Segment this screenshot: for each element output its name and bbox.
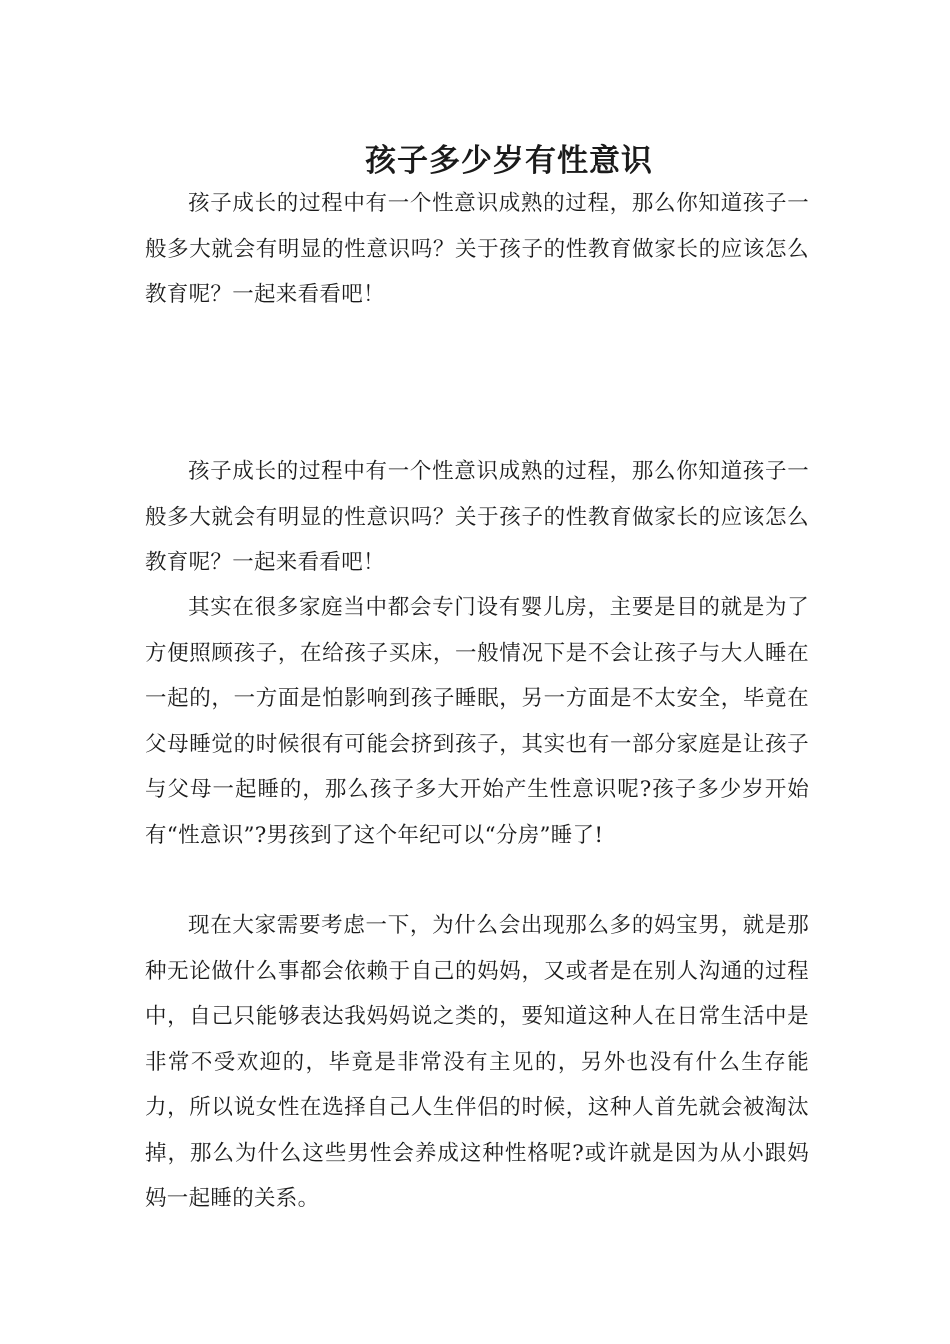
document-title: 孩子多少岁有性意识 bbox=[365, 142, 653, 179]
paragraph-nursery: 其实在很多家庭当中都会专门设有婴儿房，主要是目的就是为了方便照顾孩子，在给孩子买床，一般情况下是不会让孩子与大人睡在一起的，一方面是怕影响到孩子睡眠，另一方面是不太安全，毕竟在父母睡觉的时候很有可能会挤到孩子，其实也有一部分家庭是让孩子与父母一起睡的，那么孩子多大开始产生性意识呢?孩子多少岁开始有“性意识”?男孩到了这个年纪可以“分房”睡了! bbox=[145, 595, 809, 848]
paragraph-mama-boy: 现在大家需要考虑一下，为什么会出现那么多的妈宝男，就是那种无论做什么事都会依赖于自己的妈妈，又或者是在别人沟通的过程中，自己只能够表达我妈妈说之类的，要知道这种人在日常生活中是非常不受欢迎的，毕竟是非常没有主见的，另外也没有什么生存能力，所以说女性在选择自己人生伴侣的时候，这种人首先就会被淘汰掉，那么为什么这些男性会养成这种性格呢?或许就是因为从小跟妈妈一起睡的关系。 bbox=[145, 913, 809, 1211]
paragraph-intro-repeat: 孩子成长的过程中有一个性意识成熟的过程，那么你知道孩子一般多大就会有明显的性意识吗？关于孩子的性教育做家长的应该怎么教育呢？一起来看看吧！ bbox=[145, 459, 809, 575]
paragraph-intro: 孩子成长的过程中有一个性意识成熟的过程，那么你知道孩子一般多大就会有明显的性意识吗？关于孩子的性教育做家长的应该怎么教育呢？一起来看看吧！ bbox=[145, 191, 809, 307]
